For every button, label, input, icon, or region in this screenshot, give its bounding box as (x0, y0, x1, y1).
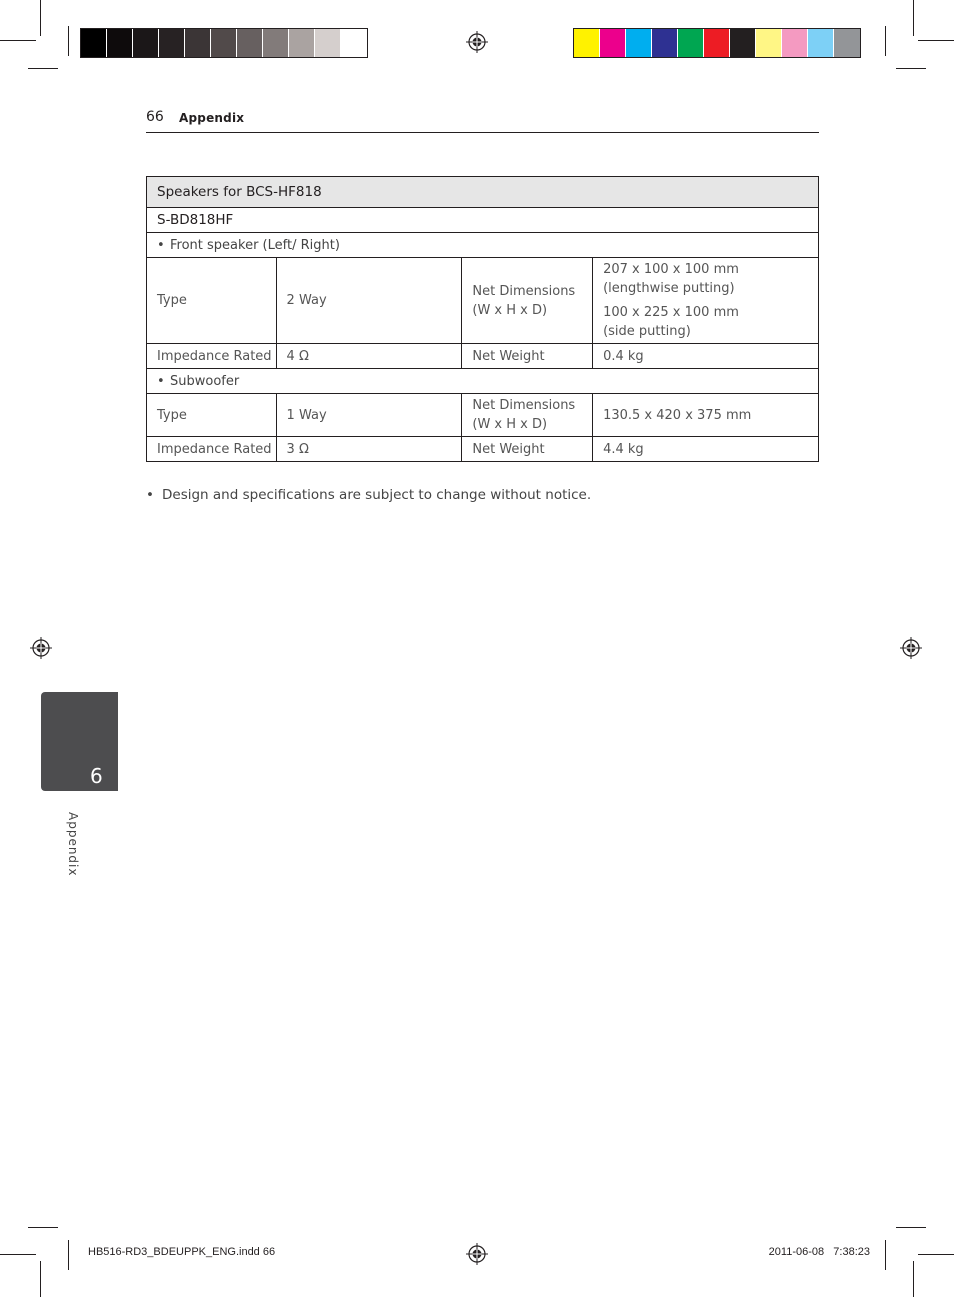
crop-mark (0, 40, 36, 41)
process-color-swatch (704, 29, 730, 57)
crop-mark (0, 1254, 36, 1255)
cell-value: 3 Ω (276, 437, 462, 462)
section-title: Appendix (179, 111, 245, 125)
cell-label: Net Weight (462, 344, 593, 369)
process-color-swatch (782, 29, 808, 57)
registration-mark-icon (30, 637, 52, 659)
cell-value: 2 Way (276, 258, 462, 344)
process-color-swatch (652, 29, 678, 57)
cell-value: 4 Ω (276, 344, 462, 369)
crop-mark (28, 1227, 58, 1228)
grayscale-swatch (159, 29, 185, 57)
crop-mark (896, 1227, 926, 1228)
grayscale-swatch (237, 29, 263, 57)
bullet-icon: • (146, 487, 154, 503)
grayscale-swatch (341, 29, 367, 57)
crop-mark (40, 1261, 41, 1297)
group-front-speaker (147, 233, 819, 258)
cell-value: 0.4 kg (593, 344, 819, 369)
cell-label: Impedance Rated (147, 344, 277, 369)
crop-mark (918, 1254, 954, 1255)
crop-mark (40, 0, 41, 36)
process-color-swatch (626, 29, 652, 57)
note-text: Design and specifications are subject to change without notice. (162, 487, 592, 503)
cell-value: 1 Way (276, 394, 462, 437)
crop-mark (896, 68, 926, 69)
spec-note (146, 487, 591, 503)
cell-label: Net Weight (462, 437, 593, 462)
grayscale-swatch (211, 29, 237, 57)
process-color-swatch (678, 29, 704, 57)
process-color-bar (573, 28, 861, 58)
cell-label: Net Dimensions (W x H x D) (462, 258, 593, 344)
cell-value: 130.5 x 420 x 375 mm (593, 394, 819, 437)
cell-label: Net Dimensions (W x H x D) (462, 394, 593, 437)
registration-mark-icon (466, 1243, 488, 1265)
crop-mark (885, 26, 886, 56)
table-row (147, 344, 819, 369)
process-color-swatch (756, 29, 782, 57)
crop-mark (913, 1261, 914, 1297)
table-row (147, 258, 819, 344)
table-row (147, 394, 819, 437)
cell-label: Type (147, 394, 277, 437)
process-color-swatch (574, 29, 600, 57)
table-row (147, 233, 819, 258)
grayscale-swatch (133, 29, 159, 57)
speaker-spec-table (146, 176, 819, 462)
cell-label: Type (147, 258, 277, 344)
header-divider (146, 132, 819, 133)
table-title-row (147, 177, 819, 208)
grayscale-color-bar (80, 28, 368, 58)
chapter-label: Appendix (66, 812, 80, 877)
crop-mark (918, 40, 954, 41)
crop-mark (28, 68, 58, 69)
bullet-icon: • (157, 373, 165, 389)
grayscale-swatch (107, 29, 133, 57)
table-row (147, 437, 819, 462)
registration-mark-icon (900, 637, 922, 659)
group-subwoofer (147, 369, 819, 394)
table-title: Speakers for BCS-HF818 (147, 177, 819, 208)
chapter-number: 6 (90, 764, 103, 788)
model-name: S-BD818HF (147, 208, 819, 233)
process-color-swatch (730, 29, 756, 57)
group-label: Subwoofer (170, 373, 240, 389)
registration-mark-icon (466, 31, 488, 53)
process-color-swatch (600, 29, 626, 57)
process-color-swatch (834, 29, 860, 57)
grayscale-swatch (315, 29, 341, 57)
crop-mark (68, 26, 69, 56)
crop-mark (913, 0, 914, 36)
chapter-tab (41, 692, 118, 791)
cell-value: 4.4 kg (593, 437, 819, 462)
grayscale-swatch (81, 29, 107, 57)
crop-mark (68, 1240, 69, 1270)
footer-file-name: HB516-RD3_BDEUPPK_ENG.indd 66 (88, 1246, 276, 1258)
grayscale-swatch (289, 29, 315, 57)
group-label: Front speaker (Left/ Right) (170, 237, 340, 253)
page-number: 66 (146, 109, 164, 125)
table-row (147, 208, 819, 233)
process-color-swatch (808, 29, 834, 57)
bullet-icon: • (157, 237, 165, 253)
grayscale-swatch (185, 29, 211, 57)
table-row (147, 369, 819, 394)
cell-label: Impedance Rated (147, 437, 277, 462)
cell-value: 207 x 100 x 100 mm (lengthwise putting) 100 x 225 x 100 mm (side putting) (593, 258, 819, 344)
footer-timestamp: 2011-06-08 7:38:23 (768, 1246, 870, 1258)
grayscale-swatch (263, 29, 289, 57)
crop-mark (885, 1240, 886, 1270)
